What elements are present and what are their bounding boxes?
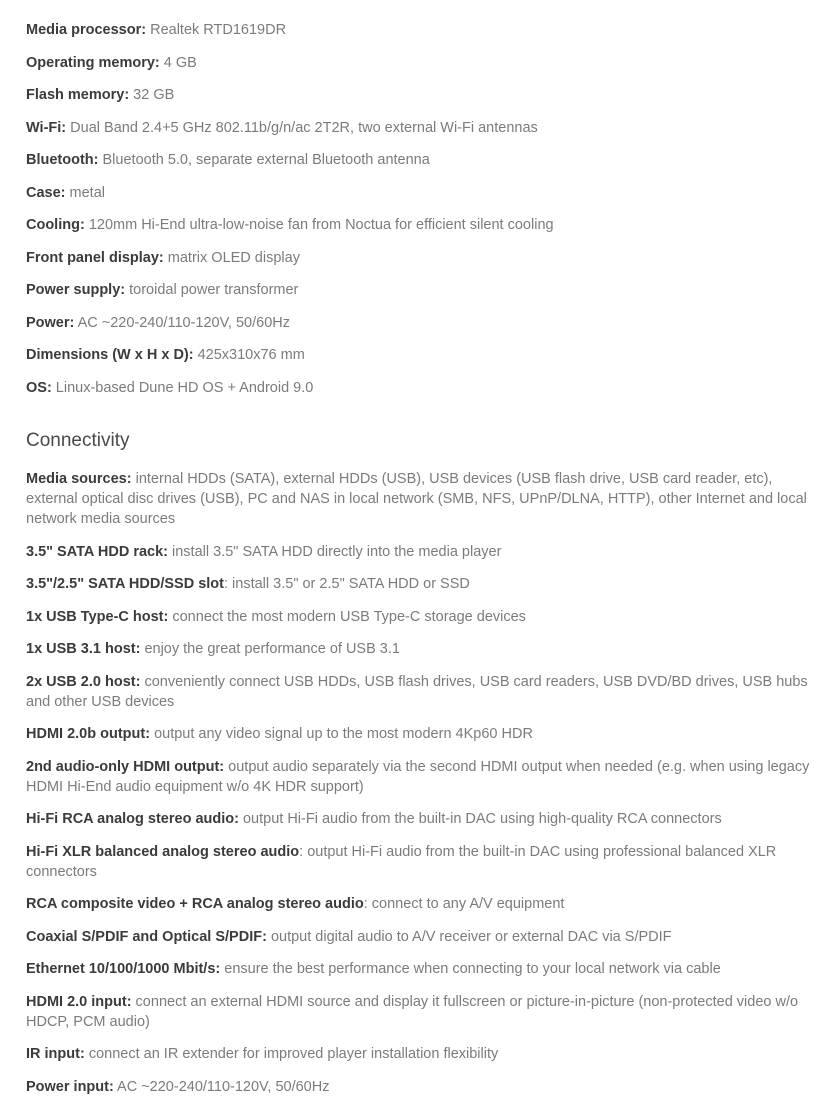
spec-value: AC ~220-240/110-120V, 50/60Hz [74,314,290,331]
spec-row [26,842,813,882]
spec-label: HDMI 2.0 input: [26,993,132,1010]
spec-row [26,280,813,300]
spec-value: output any video signal up to the most modern 4Kp60 HDR [150,726,533,743]
spec-value: output Hi-Fi audio from the built-in DAC using high-quality RCA connectors [238,811,722,828]
spec-label: 1x USB Type-C host: [26,608,169,625]
spec-value: connect an external HDMI source and display it fullscreen or picture-in-picture (non-protected video w/o HDCP, PCM audio) [26,993,799,1030]
spec-row [26,927,813,947]
spec-label: Media processor: [26,22,147,38]
spec-label: Hi-Fi XLR balanced analog stereo audio [26,843,300,860]
spec-value: Bluetooth 5.0, separate external Bluetooth antenna [98,152,430,168]
spec-value: output audio separately via the second HDMI output when needed (e.g. when using legacy HDMI Hi-End audio equipment w/o 4K HDR support) [26,758,810,795]
spec-row [26,1044,813,1064]
spec-value: matrix OLED display [163,249,300,266]
spec-value: Realtek RTD1619DR [146,22,287,38]
spec-label: Power: [26,314,75,331]
spec-row [26,85,813,105]
spec-row [26,809,813,829]
spec-value: Dual Band 2.4+5 GHz 802.11b/g/n/ac 2T2R, two external Wi-Fi antennas [66,119,538,136]
spec-label: Coaxial S/PDIF and Optical S/PDIF: [26,928,267,945]
spec-label: 3.5" SATA HDD rack: [26,543,168,560]
connectivity-spec-list [26,469,813,1097]
spec-value: Linux-based Dune HD OS + Android 9.0 [51,379,314,396]
spec-row [26,894,813,914]
spec-label: Bluetooth: [26,152,99,168]
spec-value: enjoy the great performance of USB 3.1 [140,641,400,658]
spec-label: IR input: [26,1046,85,1063]
spec-row [26,215,813,235]
spec-value: metal [65,184,105,201]
spec-value: : output Hi-Fi audio from the built-in DAC using professional balanced XLR connectors [26,843,777,880]
spec-label: Power supply: [26,282,126,298]
spec-row [26,248,813,268]
spec-label: Front panel display: [26,249,164,266]
spec-row [26,345,813,365]
spec-value: connect the most modern USB Type-C storage devices [168,608,526,625]
spec-label: 3.5"/2.5" SATA HDD/SSD slot [26,576,224,593]
spec-value: ensure the best performance when connecting to your local network via cable [220,961,721,978]
spec-row [26,53,813,73]
spec-label: HDMI 2.0b output: [26,726,151,743]
spec-label: OS: [26,379,52,396]
spec-row [26,542,813,562]
spec-label: Cooling: [26,217,85,233]
spec-row [26,574,813,594]
spec-row [26,959,813,979]
spec-row [26,20,813,40]
spec-value: install 3.5" SATA HDD directly into the media player [167,543,502,560]
spec-value: conveniently connect USB HDDs, USB flash drives, USB card readers, USB DVD/BD drives, USB hubs and other USB devices [26,673,808,710]
spec-row [26,672,813,712]
spec-label: Hi-Fi RCA analog stereo audio: [26,811,239,828]
spec-row [26,724,813,744]
spec-label: Wi-Fi: [26,119,67,136]
spec-label: 2x USB 2.0 host: [26,673,141,690]
spec-row [26,757,813,797]
spec-label: Case: [26,184,66,201]
connectivity-section-title: Connectivity [26,429,130,451]
spec-row [26,313,813,333]
spec-label: 2nd audio-only HDMI output: [26,758,225,775]
spec-value: : install 3.5" or 2.5" SATA HDD or SSD [224,576,470,593]
spec-value: toroidal power transformer [125,282,299,298]
spec-label: RCA composite video + RCA analog stereo audio [26,896,364,913]
spec-value: : connect to any A/V equipment [363,896,565,913]
spec-label: 1x USB 3.1 host: [26,641,141,658]
hardware-spec-list [26,20,813,398]
spec-row [26,469,813,529]
spec-row [26,639,813,659]
spec-row [26,992,813,1032]
spec-value: 425x310x76 mm [193,347,305,363]
spec-row [26,150,813,170]
spec-value: 32 GB [129,87,175,103]
spec-row [26,607,813,627]
spec-value: connect an IR extender for improved player installation flexibility [84,1046,499,1063]
spec-row [26,1077,813,1097]
spec-value: output digital audio to A/V receiver or external DAC via S/PDIF [266,928,672,945]
spec-value: 120mm Hi-End ultra-low-noise fan from Noctua for efficient silent cooling [84,217,554,233]
spec-label: Dimensions (W x H x D): [26,347,194,363]
spec-label: Ethernet 10/100/1000 Mbit/s: [26,961,221,978]
spec-row [26,378,813,398]
spec-label: Operating memory: [26,54,160,71]
spec-row [26,183,813,203]
spec-label: Media sources: [26,471,132,488]
spec-value: AC ~220-240/110-120V, 50/60Hz [113,1078,330,1095]
spec-value: 4 GB [159,54,197,71]
spec-label: Power input: [26,1078,114,1095]
spec-row [26,118,813,138]
spec-label: Flash memory: [26,87,130,103]
spec-value: internal HDDs (SATA), external HDDs (USB), USB devices (USB flash drive, USB card reader, etc), external optical disc drives (USB), PC and NAS in local network (SMB, NFS, UPnP/DLNA, HTTP), other Internet and local network media sources [26,471,807,528]
